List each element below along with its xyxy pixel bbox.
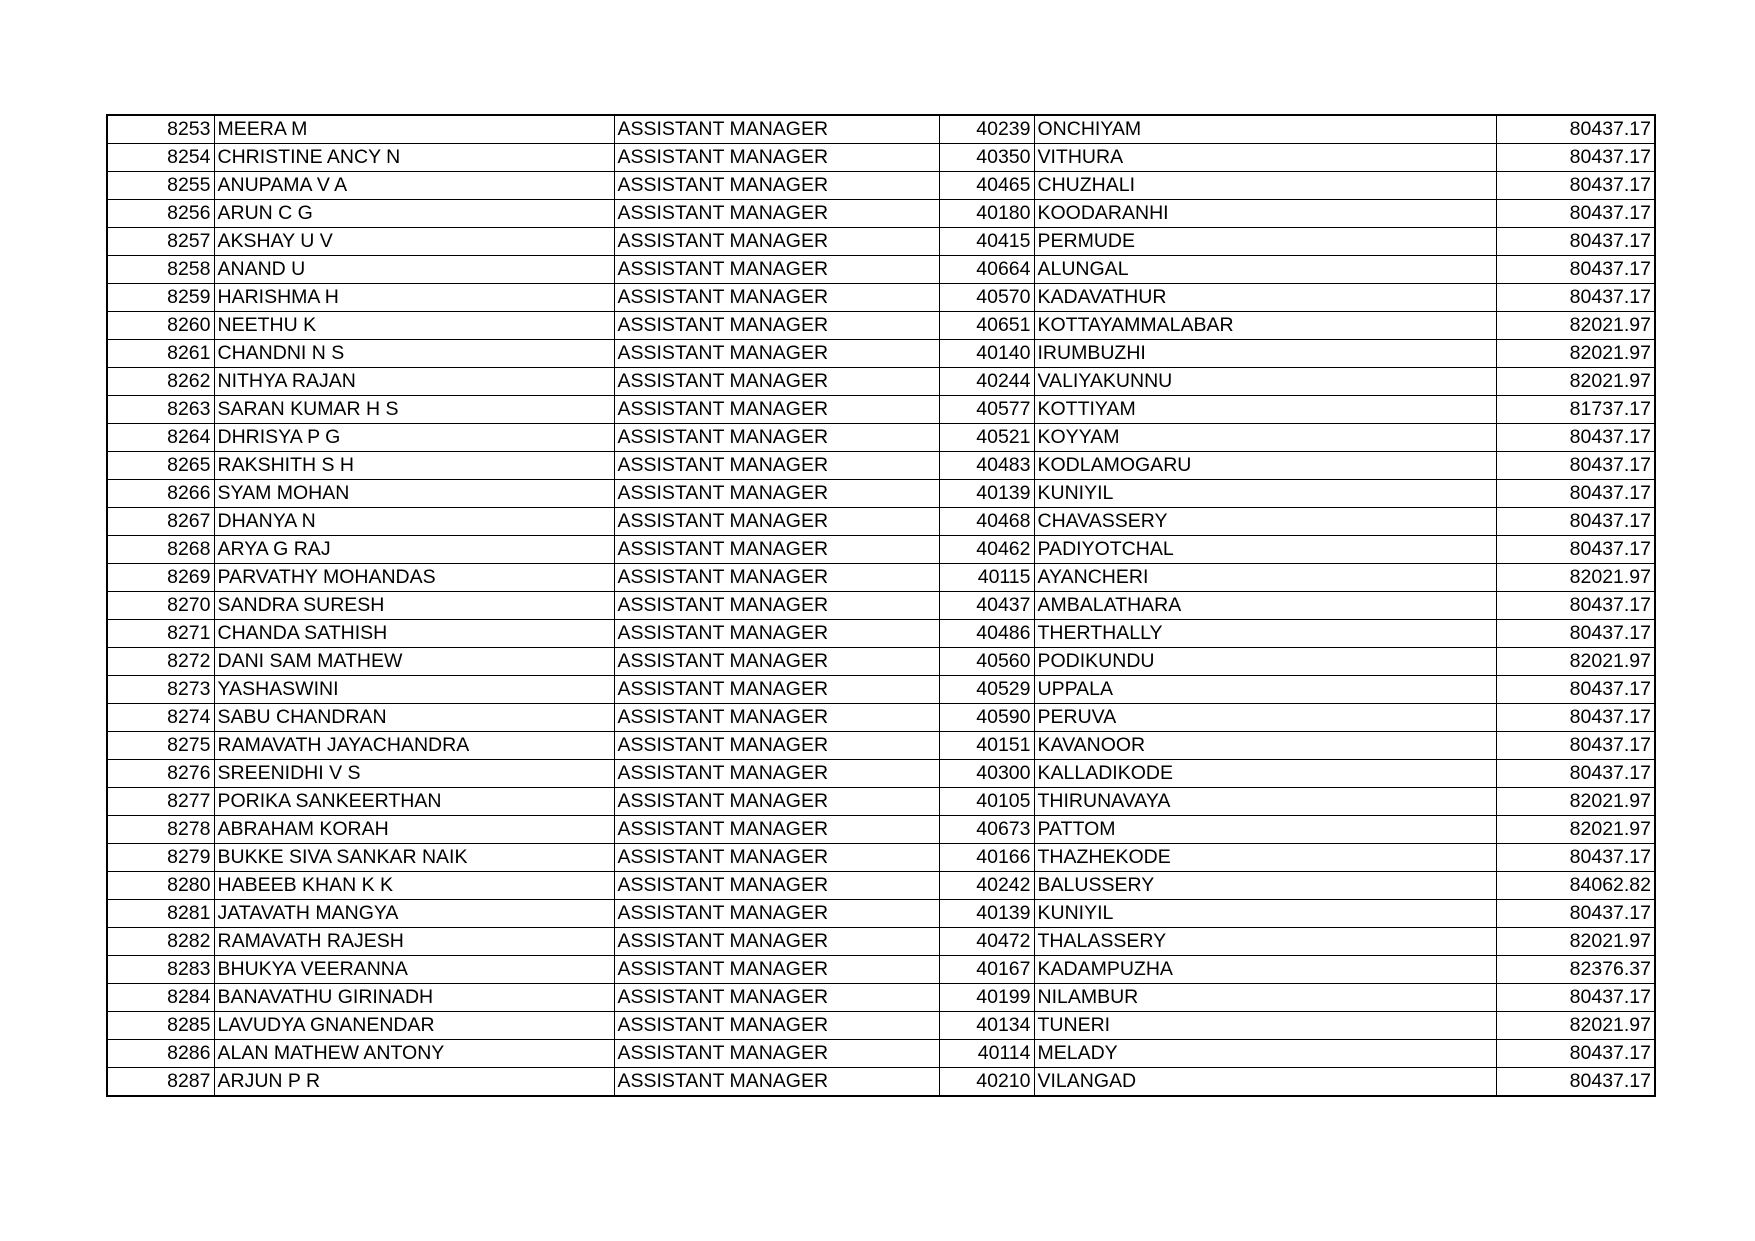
branch-name-cell: KADAVATHUR bbox=[1034, 284, 1496, 312]
designation-cell: ASSISTANT MANAGER bbox=[614, 115, 939, 144]
serial-number-cell: 8258 bbox=[107, 256, 214, 284]
table-row bbox=[107, 115, 1655, 144]
branch-name-cell: PODIKUNDU bbox=[1034, 648, 1496, 676]
employee-name-cell: PORIKA SANKEERTHAN bbox=[214, 788, 614, 816]
branch-name-cell: AMBALATHARA bbox=[1034, 592, 1496, 620]
branch-name-cell: KUNIYIL bbox=[1034, 480, 1496, 508]
serial-number-cell: 8270 bbox=[107, 592, 214, 620]
designation-cell: ASSISTANT MANAGER bbox=[614, 564, 939, 592]
amount-cell: 82021.97 bbox=[1496, 928, 1655, 956]
employee-name-cell: SANDRA SURESH bbox=[214, 592, 614, 620]
amount-cell: 80437.17 bbox=[1496, 620, 1655, 648]
branch-name-cell: VITHURA bbox=[1034, 144, 1496, 172]
employee-name-cell: CHANDA SATHISH bbox=[214, 620, 614, 648]
amount-cell: 80437.17 bbox=[1496, 1068, 1655, 1097]
designation-cell: ASSISTANT MANAGER bbox=[614, 368, 939, 396]
employee-name-cell: ABRAHAM KORAH bbox=[214, 816, 614, 844]
table-row bbox=[107, 844, 1655, 872]
branch-code-cell: 40472 bbox=[939, 928, 1034, 956]
serial-number-cell: 8261 bbox=[107, 340, 214, 368]
serial-number-cell: 8280 bbox=[107, 872, 214, 900]
table-row bbox=[107, 760, 1655, 788]
amount-cell: 80437.17 bbox=[1496, 115, 1655, 144]
employee-name-cell: LAVUDYA GNANENDAR bbox=[214, 1012, 614, 1040]
branch-code-cell: 40590 bbox=[939, 704, 1034, 732]
serial-number-cell: 8278 bbox=[107, 816, 214, 844]
table-row bbox=[107, 480, 1655, 508]
table-row bbox=[107, 1068, 1655, 1097]
branch-code-cell: 40300 bbox=[939, 760, 1034, 788]
amount-cell: 82021.97 bbox=[1496, 340, 1655, 368]
designation-cell: ASSISTANT MANAGER bbox=[614, 704, 939, 732]
table-row bbox=[107, 368, 1655, 396]
designation-cell: ASSISTANT MANAGER bbox=[614, 340, 939, 368]
branch-code-cell: 40139 bbox=[939, 900, 1034, 928]
table-row bbox=[107, 228, 1655, 256]
employee-name-cell: YASHASWINI bbox=[214, 676, 614, 704]
branch-code-cell: 40570 bbox=[939, 284, 1034, 312]
designation-cell: ASSISTANT MANAGER bbox=[614, 984, 939, 1012]
serial-number-cell: 8264 bbox=[107, 424, 214, 452]
amount-cell: 80437.17 bbox=[1496, 536, 1655, 564]
branch-code-cell: 40239 bbox=[939, 115, 1034, 144]
employee-name-cell: ANAND U bbox=[214, 256, 614, 284]
table-row bbox=[107, 424, 1655, 452]
serial-number-cell: 8272 bbox=[107, 648, 214, 676]
employee-name-cell: SABU CHANDRAN bbox=[214, 704, 614, 732]
branch-code-cell: 40483 bbox=[939, 452, 1034, 480]
employee-name-cell: NEETHU K bbox=[214, 312, 614, 340]
employee-name-cell: NITHYA RAJAN bbox=[214, 368, 614, 396]
serial-number-cell: 8274 bbox=[107, 704, 214, 732]
employee-name-cell: ARUN C G bbox=[214, 200, 614, 228]
serial-number-cell: 8282 bbox=[107, 928, 214, 956]
branch-name-cell: BALUSSERY bbox=[1034, 872, 1496, 900]
branch-name-cell: KADAMPUZHA bbox=[1034, 956, 1496, 984]
branch-name-cell: KOODARANHI bbox=[1034, 200, 1496, 228]
branch-name-cell: ALUNGAL bbox=[1034, 256, 1496, 284]
serial-number-cell: 8256 bbox=[107, 200, 214, 228]
designation-cell: ASSISTANT MANAGER bbox=[614, 816, 939, 844]
amount-cell: 82021.97 bbox=[1496, 564, 1655, 592]
branch-name-cell: KALLADIKODE bbox=[1034, 760, 1496, 788]
employee-name-cell: ARJUN P R bbox=[214, 1068, 614, 1097]
employee-name-cell: DANI SAM MATHEW bbox=[214, 648, 614, 676]
employee-name-cell: ARYA G RAJ bbox=[214, 536, 614, 564]
designation-cell: ASSISTANT MANAGER bbox=[614, 200, 939, 228]
employee-name-cell: MEERA M bbox=[214, 115, 614, 144]
employee-name-cell: HABEEB KHAN K K bbox=[214, 872, 614, 900]
table-row bbox=[107, 620, 1655, 648]
amount-cell: 80437.17 bbox=[1496, 284, 1655, 312]
designation-cell: ASSISTANT MANAGER bbox=[614, 844, 939, 872]
branch-name-cell: KUNIYIL bbox=[1034, 900, 1496, 928]
branch-code-cell: 40244 bbox=[939, 368, 1034, 396]
amount-cell: 80437.17 bbox=[1496, 200, 1655, 228]
employee-name-cell: BANAVATHU GIRINADH bbox=[214, 984, 614, 1012]
designation-cell: ASSISTANT MANAGER bbox=[614, 928, 939, 956]
table-row bbox=[107, 872, 1655, 900]
employee-name-cell: CHRISTINE ANCY N bbox=[214, 144, 614, 172]
designation-cell: ASSISTANT MANAGER bbox=[614, 900, 939, 928]
branch-name-cell: NILAMBUR bbox=[1034, 984, 1496, 1012]
branch-code-cell: 40462 bbox=[939, 536, 1034, 564]
table-row bbox=[107, 816, 1655, 844]
amount-cell: 82021.97 bbox=[1496, 1012, 1655, 1040]
amount-cell: 80437.17 bbox=[1496, 256, 1655, 284]
serial-number-cell: 8254 bbox=[107, 144, 214, 172]
amount-cell: 80437.17 bbox=[1496, 984, 1655, 1012]
branch-name-cell: KAVANOOR bbox=[1034, 732, 1496, 760]
serial-number-cell: 8276 bbox=[107, 760, 214, 788]
branch-code-cell: 40210 bbox=[939, 1068, 1034, 1097]
branch-name-cell: THAZHEKODE bbox=[1034, 844, 1496, 872]
branch-code-cell: 40673 bbox=[939, 816, 1034, 844]
branch-name-cell: KODLAMOGARU bbox=[1034, 452, 1496, 480]
amount-cell: 80437.17 bbox=[1496, 844, 1655, 872]
employee-name-cell: BUKKE SIVA SANKAR NAIK bbox=[214, 844, 614, 872]
branch-code-cell: 40115 bbox=[939, 564, 1034, 592]
employee-name-cell: SARAN KUMAR H S bbox=[214, 396, 614, 424]
employee-name-cell: ALAN MATHEW ANTONY bbox=[214, 1040, 614, 1068]
branch-code-cell: 40139 bbox=[939, 480, 1034, 508]
branch-name-cell: CHAVASSERY bbox=[1034, 508, 1496, 536]
designation-cell: ASSISTANT MANAGER bbox=[614, 788, 939, 816]
designation-cell: ASSISTANT MANAGER bbox=[614, 452, 939, 480]
branch-name-cell: KOTTIYAM bbox=[1034, 396, 1496, 424]
branch-name-cell: KOTTAYAMMALABAR bbox=[1034, 312, 1496, 340]
designation-cell: ASSISTANT MANAGER bbox=[614, 648, 939, 676]
serial-number-cell: 8287 bbox=[107, 1068, 214, 1097]
amount-cell: 80437.17 bbox=[1496, 900, 1655, 928]
employee-name-cell: RAMAVATH JAYACHANDRA bbox=[214, 732, 614, 760]
branch-name-cell: THERTHALLY bbox=[1034, 620, 1496, 648]
branch-code-cell: 40486 bbox=[939, 620, 1034, 648]
serial-number-cell: 8260 bbox=[107, 312, 214, 340]
serial-number-cell: 8269 bbox=[107, 564, 214, 592]
serial-number-cell: 8268 bbox=[107, 536, 214, 564]
branch-code-cell: 40521 bbox=[939, 424, 1034, 452]
employee-name-cell: AKSHAY U V bbox=[214, 228, 614, 256]
branch-code-cell: 40437 bbox=[939, 592, 1034, 620]
amount-cell: 80437.17 bbox=[1496, 508, 1655, 536]
amount-cell: 80437.17 bbox=[1496, 228, 1655, 256]
branch-code-cell: 40577 bbox=[939, 396, 1034, 424]
designation-cell: ASSISTANT MANAGER bbox=[614, 312, 939, 340]
serial-number-cell: 8263 bbox=[107, 396, 214, 424]
table-row bbox=[107, 340, 1655, 368]
serial-number-cell: 8265 bbox=[107, 452, 214, 480]
table-row bbox=[107, 984, 1655, 1012]
branch-code-cell: 40166 bbox=[939, 844, 1034, 872]
employee-name-cell: DHRISYA P G bbox=[214, 424, 614, 452]
serial-number-cell: 8273 bbox=[107, 676, 214, 704]
amount-cell: 80437.17 bbox=[1496, 144, 1655, 172]
amount-cell: 82021.97 bbox=[1496, 816, 1655, 844]
table-row bbox=[107, 592, 1655, 620]
amount-cell: 82021.97 bbox=[1496, 312, 1655, 340]
serial-number-cell: 8277 bbox=[107, 788, 214, 816]
amount-cell: 82021.97 bbox=[1496, 648, 1655, 676]
table-row bbox=[107, 508, 1655, 536]
serial-number-cell: 8257 bbox=[107, 228, 214, 256]
branch-name-cell: KOYYAM bbox=[1034, 424, 1496, 452]
designation-cell: ASSISTANT MANAGER bbox=[614, 620, 939, 648]
branch-code-cell: 40151 bbox=[939, 732, 1034, 760]
serial-number-cell: 8259 bbox=[107, 284, 214, 312]
branch-code-cell: 40350 bbox=[939, 144, 1034, 172]
amount-cell: 80437.17 bbox=[1496, 452, 1655, 480]
table-row bbox=[107, 788, 1655, 816]
table-row bbox=[107, 1012, 1655, 1040]
employee-name-cell: JATAVATH MANGYA bbox=[214, 900, 614, 928]
serial-number-cell: 8262 bbox=[107, 368, 214, 396]
amount-cell: 80437.17 bbox=[1496, 592, 1655, 620]
branch-code-cell: 40180 bbox=[939, 200, 1034, 228]
amount-cell: 82376.37 bbox=[1496, 956, 1655, 984]
employee-name-cell: CHANDNI N S bbox=[214, 340, 614, 368]
serial-number-cell: 8279 bbox=[107, 844, 214, 872]
branch-code-cell: 40199 bbox=[939, 984, 1034, 1012]
branch-name-cell: ONCHIYAM bbox=[1034, 115, 1496, 144]
branch-name-cell: MELADY bbox=[1034, 1040, 1496, 1068]
table-row bbox=[107, 676, 1655, 704]
employee-name-cell: BHUKYA VEERANNA bbox=[214, 956, 614, 984]
branch-code-cell: 40465 bbox=[939, 172, 1034, 200]
roster-sheet bbox=[106, 114, 1656, 1097]
table-row bbox=[107, 900, 1655, 928]
branch-name-cell: PERUVA bbox=[1034, 704, 1496, 732]
branch-code-cell: 40468 bbox=[939, 508, 1034, 536]
designation-cell: ASSISTANT MANAGER bbox=[614, 396, 939, 424]
amount-cell: 80437.17 bbox=[1496, 1040, 1655, 1068]
amount-cell: 80437.17 bbox=[1496, 732, 1655, 760]
serial-number-cell: 8275 bbox=[107, 732, 214, 760]
branch-name-cell: PATTOM bbox=[1034, 816, 1496, 844]
designation-cell: ASSISTANT MANAGER bbox=[614, 480, 939, 508]
designation-cell: ASSISTANT MANAGER bbox=[614, 144, 939, 172]
designation-cell: ASSISTANT MANAGER bbox=[614, 172, 939, 200]
serial-number-cell: 8255 bbox=[107, 172, 214, 200]
branch-name-cell: TUNERI bbox=[1034, 1012, 1496, 1040]
table-row bbox=[107, 648, 1655, 676]
branch-name-cell: PERMUDE bbox=[1034, 228, 1496, 256]
designation-cell: ASSISTANT MANAGER bbox=[614, 956, 939, 984]
amount-cell: 80437.17 bbox=[1496, 424, 1655, 452]
table-row bbox=[107, 536, 1655, 564]
employee-name-cell: HARISHMA H bbox=[214, 284, 614, 312]
branch-name-cell: THALASSERY bbox=[1034, 928, 1496, 956]
employee-name-cell: ANUPAMA V A bbox=[214, 172, 614, 200]
branch-code-cell: 40134 bbox=[939, 1012, 1034, 1040]
branch-name-cell: THIRUNAVAYA bbox=[1034, 788, 1496, 816]
serial-number-cell: 8271 bbox=[107, 620, 214, 648]
employee-name-cell: SREENIDHI V S bbox=[214, 760, 614, 788]
amount-cell: 81737.17 bbox=[1496, 396, 1655, 424]
amount-cell: 82021.97 bbox=[1496, 788, 1655, 816]
table-row bbox=[107, 256, 1655, 284]
table-row bbox=[107, 396, 1655, 424]
table-row bbox=[107, 1040, 1655, 1068]
designation-cell: ASSISTANT MANAGER bbox=[614, 872, 939, 900]
table-row bbox=[107, 732, 1655, 760]
designation-cell: ASSISTANT MANAGER bbox=[614, 1012, 939, 1040]
branch-code-cell: 40114 bbox=[939, 1040, 1034, 1068]
amount-cell: 80437.17 bbox=[1496, 480, 1655, 508]
serial-number-cell: 8281 bbox=[107, 900, 214, 928]
serial-number-cell: 8283 bbox=[107, 956, 214, 984]
branch-name-cell: PADIYOTCHAL bbox=[1034, 536, 1496, 564]
designation-cell: ASSISTANT MANAGER bbox=[614, 676, 939, 704]
designation-cell: ASSISTANT MANAGER bbox=[614, 256, 939, 284]
designation-cell: ASSISTANT MANAGER bbox=[614, 760, 939, 788]
table-row bbox=[107, 704, 1655, 732]
designation-cell: ASSISTANT MANAGER bbox=[614, 228, 939, 256]
employee-name-cell: PARVATHY MOHANDAS bbox=[214, 564, 614, 592]
table-row bbox=[107, 144, 1655, 172]
designation-cell: ASSISTANT MANAGER bbox=[614, 732, 939, 760]
designation-cell: ASSISTANT MANAGER bbox=[614, 1040, 939, 1068]
amount-cell: 80437.17 bbox=[1496, 676, 1655, 704]
branch-code-cell: 40167 bbox=[939, 956, 1034, 984]
amount-cell: 84062.82 bbox=[1496, 872, 1655, 900]
branch-code-cell: 40664 bbox=[939, 256, 1034, 284]
branch-name-cell: UPPALA bbox=[1034, 676, 1496, 704]
table-row bbox=[107, 452, 1655, 480]
table-row bbox=[107, 928, 1655, 956]
table-row bbox=[107, 956, 1655, 984]
branch-name-cell: VILANGAD bbox=[1034, 1068, 1496, 1097]
designation-cell: ASSISTANT MANAGER bbox=[614, 508, 939, 536]
amount-cell: 80437.17 bbox=[1496, 760, 1655, 788]
roster-table-body bbox=[107, 115, 1655, 1096]
branch-code-cell: 40529 bbox=[939, 676, 1034, 704]
employee-name-cell: DHANYA N bbox=[214, 508, 614, 536]
branch-code-cell: 40415 bbox=[939, 228, 1034, 256]
table-row bbox=[107, 200, 1655, 228]
branch-name-cell: AYANCHERI bbox=[1034, 564, 1496, 592]
serial-number-cell: 8286 bbox=[107, 1040, 214, 1068]
employee-name-cell: SYAM MOHAN bbox=[214, 480, 614, 508]
table-row bbox=[107, 284, 1655, 312]
branch-name-cell: CHUZHALI bbox=[1034, 172, 1496, 200]
serial-number-cell: 8285 bbox=[107, 1012, 214, 1040]
roster-table bbox=[106, 114, 1656, 1097]
designation-cell: ASSISTANT MANAGER bbox=[614, 284, 939, 312]
amount-cell: 80437.17 bbox=[1496, 172, 1655, 200]
branch-code-cell: 40105 bbox=[939, 788, 1034, 816]
table-row bbox=[107, 312, 1655, 340]
employee-name-cell: RAMAVATH RAJESH bbox=[214, 928, 614, 956]
branch-code-cell: 40651 bbox=[939, 312, 1034, 340]
amount-cell: 82021.97 bbox=[1496, 368, 1655, 396]
designation-cell: ASSISTANT MANAGER bbox=[614, 1068, 939, 1097]
branch-name-cell: VALIYAKUNNU bbox=[1034, 368, 1496, 396]
designation-cell: ASSISTANT MANAGER bbox=[614, 536, 939, 564]
branch-code-cell: 40242 bbox=[939, 872, 1034, 900]
table-row bbox=[107, 172, 1655, 200]
employee-name-cell: RAKSHITH S H bbox=[214, 452, 614, 480]
table-row bbox=[107, 564, 1655, 592]
serial-number-cell: 8253 bbox=[107, 115, 214, 144]
branch-name-cell: IRUMBUZHI bbox=[1034, 340, 1496, 368]
serial-number-cell: 8266 bbox=[107, 480, 214, 508]
serial-number-cell: 8284 bbox=[107, 984, 214, 1012]
amount-cell: 80437.17 bbox=[1496, 704, 1655, 732]
branch-code-cell: 40140 bbox=[939, 340, 1034, 368]
designation-cell: ASSISTANT MANAGER bbox=[614, 592, 939, 620]
branch-code-cell: 40560 bbox=[939, 648, 1034, 676]
serial-number-cell: 8267 bbox=[107, 508, 214, 536]
designation-cell: ASSISTANT MANAGER bbox=[614, 424, 939, 452]
